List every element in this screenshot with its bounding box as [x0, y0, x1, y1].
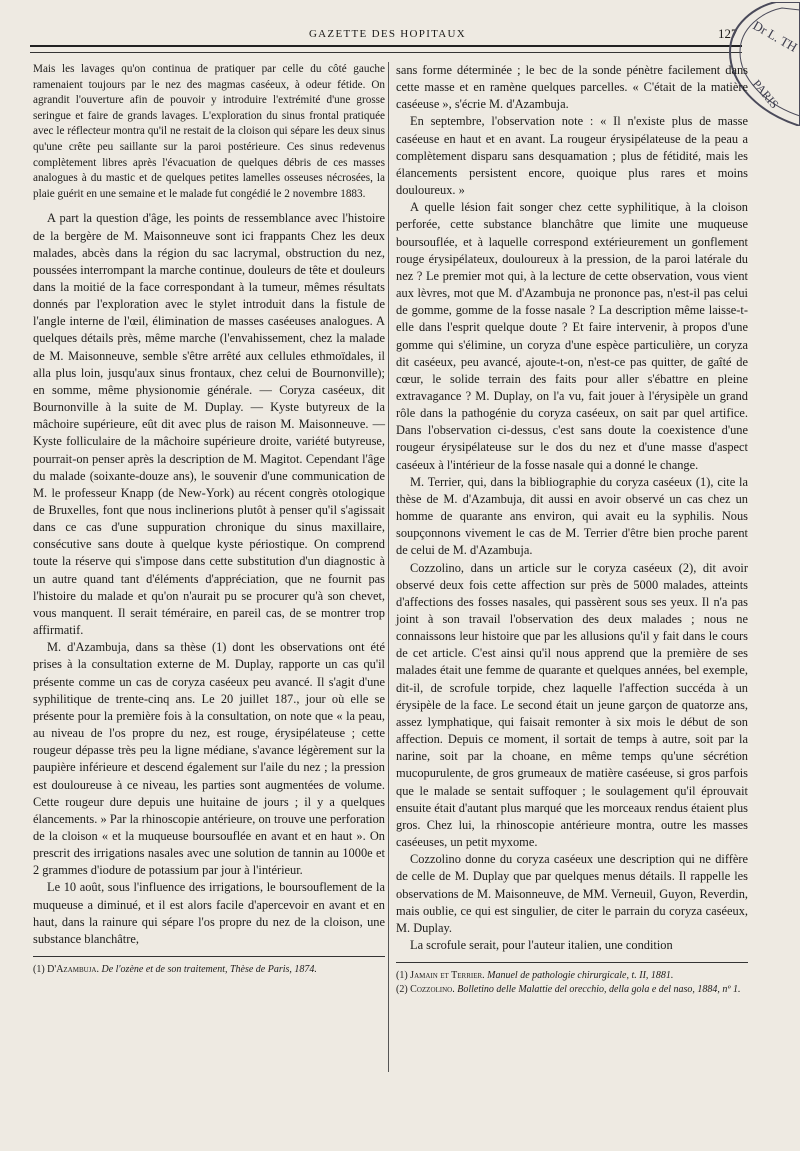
paragraph: A quelle lésion fait songer chez cette syphilitique, à la cloison perforée, cette substance blanchâtre que limite une muqueuse boursouflée, et à laquelle correspond extérieurement un gonflement rouge érysipélateux, douloureux à la pression, de la paroi latérale du nez ? Le premier mot qui, à la lecture de cette observation, vous vient aux lèvres, mot que M. d'Azambuja ne prononce pas, n'est-il pas celui de gomme, gomme de la fosse nasale ? La description même laisse-t-elle dans l'esprit quelque doute ? Et faire intervenir, à propos d'une gomme qui s'élimine, un coryza d'une espèce particulière, un coryza dit caséeux, peu avancé, ajoute-t-on, n'est-ce pas quitter, de gaîté de cœur, le solide terrain des faits pour aller s'ébattre en pleine extravagance ? M. Duplay, on l'a vu, fait jouer à l'érysipèle un grand rôle dans la pathogénie du coryza caséeux, on sait par quel artifice. Dans l'observation ci-dessus, c'est sans doute la coexistence d'une rougeur érysipélateuse sur le dos du nez et d'une masse d'aspect caséeux à l'intérieur de la fosse nasale qui a donné le change. — [396, 200, 748, 472]
footnote-author: Jamain et Terrier. — [410, 970, 485, 982]
footnote-text: Manuel de pathologie chirurgicale, t. II, 1881. — [487, 970, 674, 982]
footnote-number: (1) — [396, 970, 411, 982]
footnote-rule — [33, 956, 385, 957]
paragraph: Cozzolino, dans un article sur le coryza caséeux (2), dit avoir observé deux fois cette affection sur près de 5000 malades, atteints d'affections des fosses nasales, qui passèrent sous ses yeux. Il n'a pas joint à son travail l'observation des deux malades ; nous ne connaissons leur histoire que par les allusions qu'il y fait dans le cours de cet article. C'est ainsi qu'il nous apprend que la première de ses malades était une femme de quarante et quelques années, bel exemple, dit-il, de scrofule torpide, chez laquelle l'affection succéda à un érysipèle de la face. Le second était un jeune garçon de quatorze ans, assez lymphatique, qui faisait remonter à six mois le début de son affection. Depuis ce moment, il sortait de temps à autre, soit par la narine, soit par la choane, en même temps qu'une sécrétion mucopurulente, de gros grumeaux de matière caséeuse, si gros parfois que le malade se sentait suffoquer ; le soulagement qu'il éprouvait ensuite était d'autant plus marqué que les morceaux rendus étaient plus gros. Chez lui, la rhinoscopie antérieure montra, outre les masses caséeuses, un petit myxome. — [396, 560, 748, 850]
header-rule-thick — [30, 45, 742, 50]
footnote-author: Cozzolino. — [410, 984, 455, 996]
footnote-text: Bolletino delle Malattie del orecchio, della gola e del naso, 1884, nº 1. — [457, 984, 741, 996]
paragraph: La scrofule serait, pour l'auteur italien, une condition — [410, 937, 673, 952]
stamp-text-bottom: PARIS — [749, 76, 782, 112]
column-divider — [388, 62, 389, 1072]
footnote-number: (2) — [396, 984, 411, 996]
right-column — [396, 62, 748, 997]
paragraph: M. Terrier, qui, dans la bibliographie du coryza caséeux (1), cite la thèse de M. d'Azambuja, dit aussi en avoir observé un cas chez un homme de quarante ans environ, qui avait eu la syphilis. Nous soupçonnons vivement le cas de M. Terrier d'être bien proche parent de celui de M. d'Azambuja. — [396, 474, 748, 558]
footnote-rule — [396, 962, 748, 963]
paragraph: Cozzolino donne du coryza caséeux une description qui ne diffère de celle de M. Duplay que par quelques menus détails. Il rappelle les observations de M. Maisonneuve, de MM. Verneuil, Guyon, Reverdin, mais oublie, ce qui est singulier, de citer le parrain du coryza caséeux, M. Duplay. — [396, 852, 748, 935]
page-number: 127 — [718, 26, 738, 41]
paragraph: Le 10 août, sous l'influence des irrigations, le boursouflement de la muqueuse a diminué, et il est alors facile d'apercevoir en avant et en haut, dans la rainure qui sépare l'os propre du nez de la cloison, une substance blanchâtre, — [33, 880, 385, 946]
paragraph: M. d'Azambuja, dans sa thèse (1) dont les observations ont été prises à la consultation externe de M. Duplay, rapporte un cas qu'il présente comme un cas de coryza caséeux peu avancé. Il s'agit d'une syphilitique de trente-cinq ans. Le 20 juillet 187., jour où elle se présente pour la première fois à la consultation, on note que « la peau, au niveau de l'os propre du nez, est rouge, érysipélateuse ; cette rougeur dépasse très peu la ligne médiane, s'avance légèrement sur la paupière inférieure et descend également sur l'aile du nez ; la pression est douloureuse à ce niveau, les parties sont augmentées de volume. Cette rougeur dure depuis une huitaine de jours ; il y a quelques élancements. » Par la rhinoscopie antérieure, on trouve une perforation de la cloison « et la muqueuse boursouflée en avant et en haut ». On prescrit des irrigations nasales avec une solution de tannin au 1000e et 2 grammes d'iodure de potassium par jour à l'intérieur. — [33, 640, 385, 878]
footnote — [33, 963, 385, 977]
running-header: GAZETTE DES HOPITAUX — [308, 28, 467, 40]
header-rule-thin — [30, 52, 742, 53]
stamp-text-top: Dr L. TH — [750, 17, 800, 55]
left-column — [33, 62, 385, 977]
footnote — [396, 969, 748, 983]
paragraph: sans forme déterminée ; le bec de la sonde pénètre facilement dans cette masse et en ramène quelques parcelles. « C'était de la matière caséeuse », s'écrie M. d'Azambuja. — [396, 63, 748, 112]
paragraph: Mais les lavages qu'on continua de pratiquer par celle du côté gauche ramenaient toujours par le nez des magmas caséeux, à odeur fétide. On agrandit l'ouverture afin de pouvoir y introduire l'extrémité d'une grosse seringue et faire de grands lavages. L'exploration du sinus frontal pratiquée avec le réflecteur montra qu'il ne restait de la cloison qui sépare les deux sinus qu'une crête peu saillante sur la paroi postérieure. Ces sinus redevenus complètement libres après l'évacuation de quelques débris de ces masses analogues à du mastic et de quelques petites lamelles osseuses nécrosées, la plaie guérit en une semaine et le malade fut congédié le 2 novembre 1883. — [33, 63, 385, 200]
footnote — [396, 983, 748, 997]
paragraph: A part la question d'âge, les points de ressemblance avec l'histoire de la bergère de M. Maisonneuve sont ici frappants Chez les deux malades, abcès dans la région du sac lacrymal, obstruction du nez, poussées interrompant la marche continue, douleurs de tête et douleurs dans la moitié de la face correspondant à la tumeur, mêmes résultats donnés par l'exploration avec le stylet introduit dans la fistule de l'angle interne de l'œil, élimination de masses caséeuses analogues. A quelques détails près, même marche (l'envahissement, chez la malade de M. Maisonneuve, semble s'être arrêté aux cellules ethmoïdales, il alla plus loin, jusqu'aux sinus frontaux, chez celui de Bournonville); en somme, même physionomie générale. — Coryza caséeux, dit Bournonville à la suite de M. Duplay. — Kyste butyreux de la mâchoire supérieure, eût dit avec plus de raison M. Maisonneuve. — Kyste folliculaire de la mâchoire supérieure droite, variété butyreuse, pourrait-on penser après la description de M. Magitot. Cependant l'âge du malade (soixante-douze ans), le souvenir d'une communication de M. le professeur Knapp (de New-York) au récent congrès otologique de Bruxelles, font que nous inclinerions plutôt à penser qu'il s'agissait dans ce cas d'une suppuration chronique du sinus maxillaire, consécutive sans doute à quelque kyste périostique. On comprend toute la réserve qui s'impose dans cette substitution d'un diagnostic à un autre quand tant d'éléments d'appréciation, que ne fournit pas l'histoire du malade et qu'on n'aurait pu se procurer qu'à son chevet, vous manquent. Il serait téméraire, en pareil cas, de se montrer trop affirmatif. — [33, 211, 385, 638]
footnote-author: D'Azambuja. — [47, 964, 99, 976]
footnote-text: De l'ozène et de son traitement, Thèse de Paris, 1874. — [101, 964, 317, 976]
paragraph: En septembre, l'observation note : « Il n'existe plus de masse caséeuse en haut et en avant. La rougeur érysipélateuse de la peau a complètement disparu sans desquamation ; plus de fétidité, mais les élancements persistent encore, quoique plus rares et moins douloureux. » — [396, 114, 748, 198]
footnote-number: (1) — [33, 964, 48, 976]
